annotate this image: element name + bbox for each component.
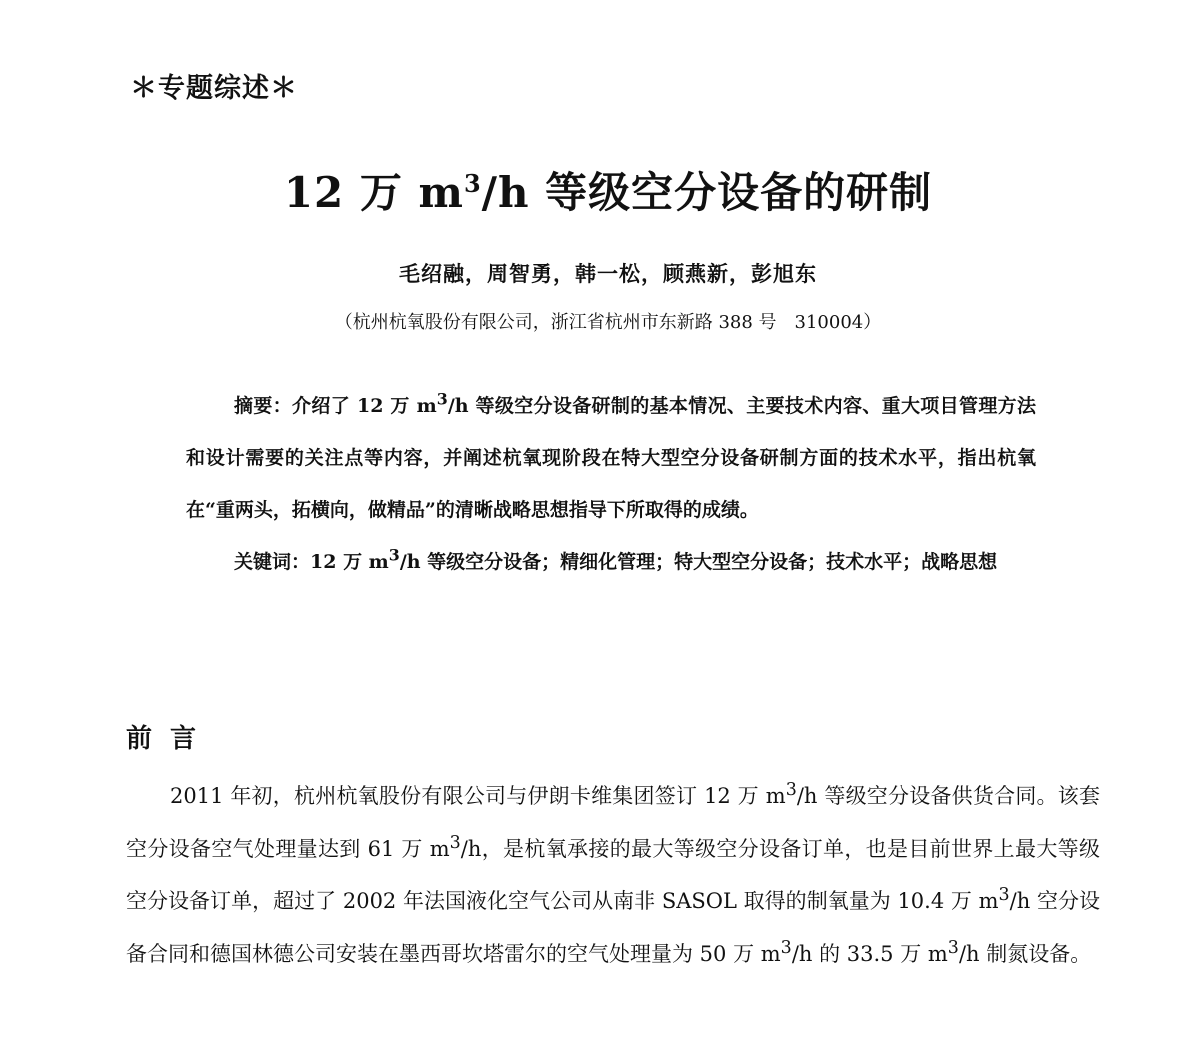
intro-text-3: /h，是杭氧承接的最大等级空分设备订单，也是目前世界上最大等级空分设备订单，超过了 2002 年法国液化空气公司从南非 SASOL 取得的制氧量为 10.4 万 m (126, 836, 1100, 913)
keywords-text-2: /h 等级空分设备；精细化管理；特大型空分设备；技术水平；战略思想 (399, 551, 998, 573)
intro-sup-5: 3 (947, 937, 959, 958)
affiliation: （杭州杭氧股份有限公司，浙江省杭州市东新路 388 号 310004） (334, 312, 882, 333)
intro-sup-4: 3 (780, 937, 792, 958)
title-post: /h 等级空分设备的研制 (481, 168, 933, 217)
section-tag: ＊专题综述＊ (130, 73, 298, 104)
intro-body (126, 770, 1100, 980)
intro-text-4: /h 空分设备合同和德国林德公司安装在墨西哥坎塔雷尔的空气处理量为 50 万 m (126, 889, 1100, 966)
intro-text-1: 2011 年初，杭州杭氧股份有限公司与伊朗卡维集团签订 12 万 m (170, 784, 786, 808)
authors: 毛绍融，周智勇，韩一松，顾燕新，彭旭东 (399, 262, 817, 286)
keywords-label: 关键词： (234, 551, 311, 573)
intro-text-2: /h 等级空分设备供货合同。该套空分设备空气处理量达到 61 万 m (126, 784, 1100, 861)
intro-paragraph (126, 770, 1100, 980)
abstract (186, 380, 1036, 536)
keywords-sup: 3 (388, 545, 400, 565)
abstract-block (186, 380, 1036, 588)
intro-text-6: /h 制氮设备。 (958, 941, 1092, 966)
intro-sup-2: 3 (449, 832, 461, 853)
abstract-label: 摘要： (234, 395, 293, 417)
intro-sup-1: 3 (785, 780, 797, 800)
abstract-text-2: /h 等级空分设备研制的基本情况、主要技术内容、重大项目管理方法和设计需要的关注点等内容，并阐述杭氧现阶段在特大型空分设备研制方面的技术水平，指出杭氧在“重两头，拓横向，做精品”的清晰战略思想指导下所取得的成绩。 (186, 395, 1037, 521)
intro-heading: 前言 (126, 724, 215, 754)
intro-sup-3: 3 (998, 885, 1010, 905)
abstract-sup: 3 (436, 389, 448, 409)
keywords-text-1: 12 万 m (310, 551, 389, 573)
abstract-text-1: 介绍了 12 万 m (292, 395, 437, 417)
title-pre: 12 万 m (283, 168, 464, 217)
title-sup: 3 (463, 169, 482, 198)
paper-title (0, 160, 1200, 220)
keywords (186, 536, 1036, 588)
intro-text-5: /h 的 33.5 万 m (791, 941, 948, 966)
